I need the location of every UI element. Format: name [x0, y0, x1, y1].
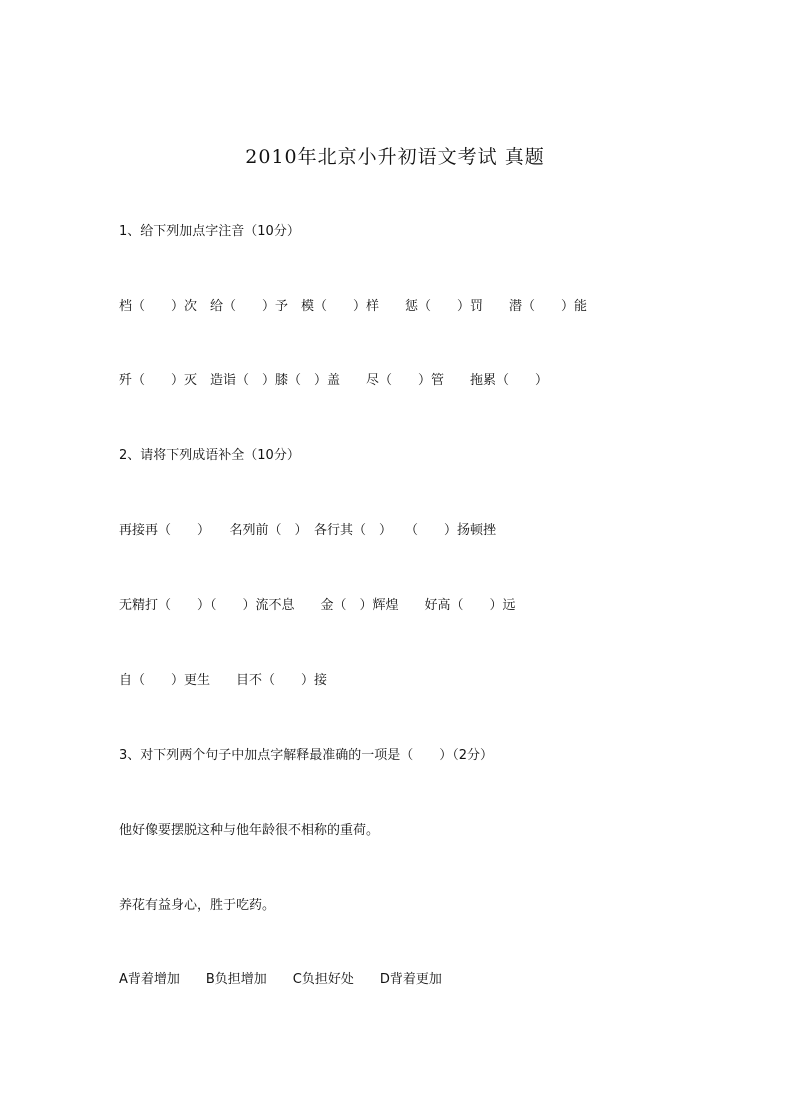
question-3-sentence-1: 他好像要摆脱这种与他年龄很不相称的重荷。	[119, 823, 380, 838]
question-2-heading: 2、请将下列成语补全（10分）	[119, 448, 300, 463]
question-2-row-3: 自（ ）更生 目不（ ）接	[119, 673, 328, 688]
question-1-row-1: 档（ ）次 给（ ）予 模（ ）样 惩（ ）罚 潜（ ）能	[119, 299, 588, 314]
question-3-heading: 3、对下列两个句子中加点字解释最准确的一项是（ ）（2分）	[119, 748, 494, 763]
question-3-sentence-2: 养花有益身心，胜于吃药。	[119, 898, 276, 913]
question-2-row-2: 无精打（ ）（ ）流不息 金（ ）辉煌 好高（ ）远	[119, 598, 516, 613]
document-title: 2010年北京小升初语文考试 真题	[245, 146, 545, 168]
question-2-row-1: 再接再（ ） 名列前（ ） 各行其（ ） （ ）扬顿挫	[119, 523, 497, 538]
question-1-row-2: 歼（ ）灭 造诣（ ）膝（ ）盖 尽（ ）管 拖累（ ）	[119, 373, 549, 388]
question-3-options: A背着增加 B负担增加 C负担好处 D背着更加	[119, 972, 442, 987]
question-1-heading: 1、给下列加点字注音（10分）	[119, 224, 300, 239]
